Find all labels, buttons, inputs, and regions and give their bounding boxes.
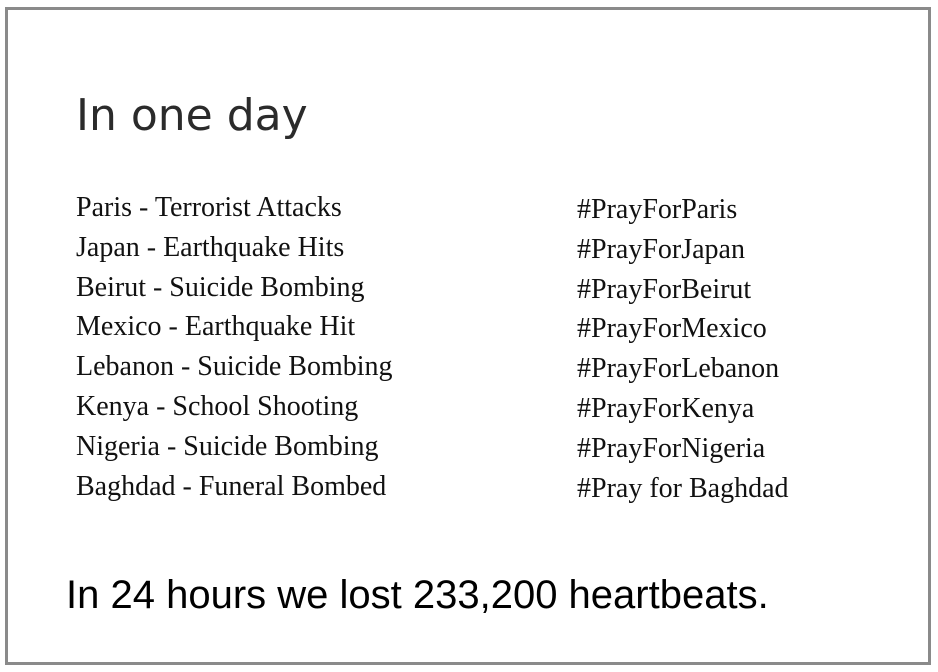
hashtag-item: #PrayForLebanon — [577, 353, 780, 385]
event-item: Paris - Terrorist Attacks — [76, 192, 342, 223]
event-item: Kenya - School Shooting — [76, 390, 359, 422]
event-item: Nigeria - Suicide Bombing — [76, 430, 379, 462]
event-item: Baghdad - Funeral Bombed — [76, 470, 387, 502]
event-item: Mexico - Earthquake Hit — [76, 311, 356, 343]
hashtags-list — [577, 190, 789, 508]
event-item: Japan - Earthquake Hits — [76, 231, 345, 263]
hashtag-item: #PrayForKenya — [577, 392, 755, 424]
hashtag-item: #PrayForParis — [577, 194, 738, 225]
image-frame — [5, 7, 931, 665]
footer-statement: In 24 hours we lost 233,200 heartbeats. — [66, 573, 769, 617]
headline: In one day — [76, 90, 308, 141]
hashtag-item: #PrayForNigeria — [577, 432, 766, 464]
hashtag-item: #PrayForJapan — [577, 233, 745, 265]
events-list — [76, 188, 393, 506]
hashtag-item: #PrayForMexico — [577, 313, 767, 345]
event-item: Beirut - Suicide Bombing — [76, 271, 365, 303]
event-item: Lebanon - Suicide Bombing — [76, 351, 393, 383]
hashtag-item: #Pray for Baghdad — [577, 472, 789, 504]
hashtag-item: #PrayForBeirut — [577, 273, 752, 305]
